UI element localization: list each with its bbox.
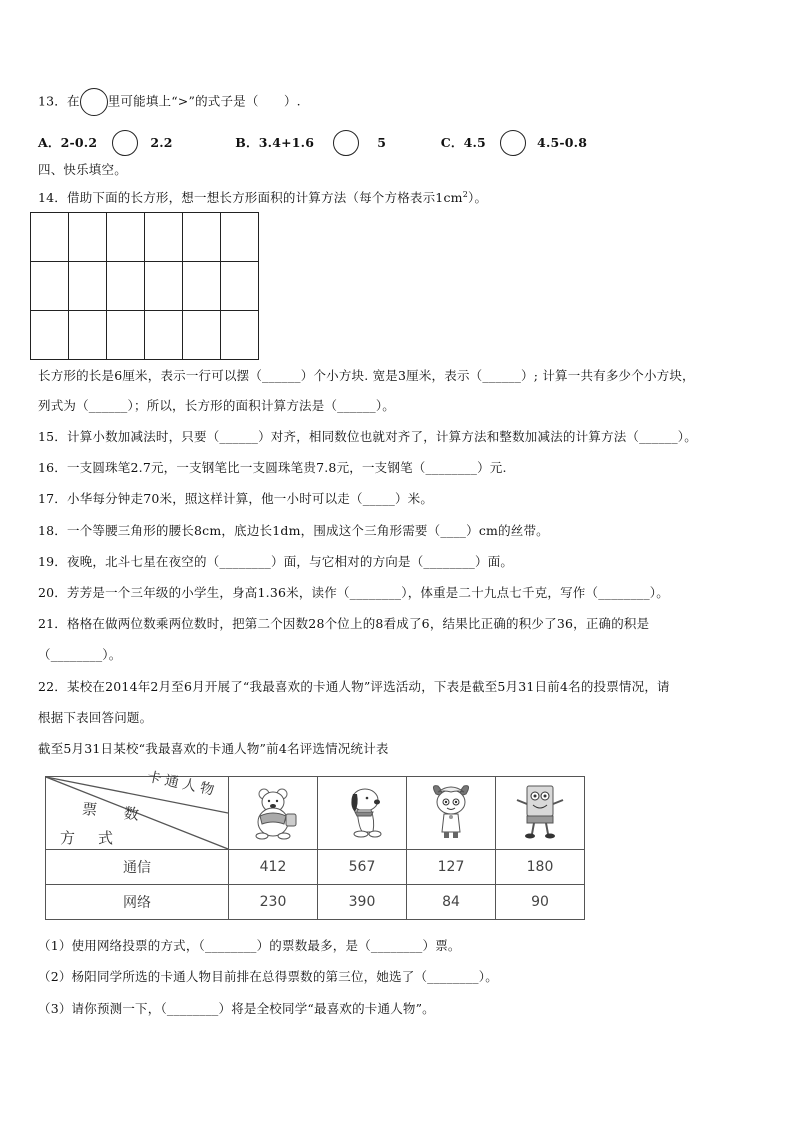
character-lazy-goat-cell <box>407 777 496 850</box>
q22-table-title: 截至5月31日某校“我最喜欢的卡通人物”前4名评选情况统计表 <box>38 741 389 756</box>
q22-line2: 根据下表回答问题。 <box>38 710 153 725</box>
grid-cell <box>221 311 259 360</box>
q14-line1: 长方形的长是6厘米，表示一行可以摆（______）个小方块. 宽是3厘米，表示（______）; 计算一共有多少个小方块， <box>38 368 695 383</box>
q13-blank-circle[interactable] <box>80 88 108 116</box>
q18: 18．一个等腰三角形的腰长8cm，底边长1dm，围成这个三角形需要（____）cm的丝带。 <box>38 523 549 538</box>
table-cell: 412 <box>229 850 318 885</box>
winnie-the-pooh-icon <box>238 780 308 842</box>
table-cell: 230 <box>229 885 318 920</box>
q22-sub1: （1）使用网络投票的方式，（________）的票数最多，是（________）票。 <box>38 938 461 953</box>
q13-stem-pre: 13．在 <box>38 93 80 109</box>
grid-cell <box>107 311 145 360</box>
lazy-goat-icon <box>416 780 486 842</box>
header-method-label: 方 式 <box>60 829 118 847</box>
grid-cell <box>145 311 183 360</box>
q16: 16．一支圆珠笔2.7元，一支钢笔比一支圆珠笔贵7.8元，一支钢笔（________）元. <box>38 460 507 475</box>
q20: 20．芳芳是一个三年级的小学生，身高1.36米，读作（________），体重是二十九点七千克，写作（________）。 <box>38 585 669 600</box>
q17: 17．小华每分钟走70米，照这样计算，他一小时可以走（_____）米。 <box>38 491 434 506</box>
table-cell: 567 <box>318 850 407 885</box>
row-label: 通信 <box>46 850 229 885</box>
grid-cell <box>145 213 183 262</box>
q15: 15．计算小数加减法时，只要（______）对齐，相同数位也就对齐了，计算方法和整数加减法的计算方法（______）。 <box>38 429 697 444</box>
diagonal-header-cell <box>46 768 229 850</box>
q14-stem: 14．借助下面的长方形，想一想长方形面积的计算方法（每个方格表示$1cm^2$）。 <box>38 190 488 206</box>
q21-line2: （________）。 <box>38 647 122 662</box>
q13-option-b[interactable]: B．3.4+1.6 5 <box>235 135 390 150</box>
table-cell: 180 <box>496 850 585 885</box>
grid-cell <box>183 311 221 360</box>
character-snoopy-cell <box>318 777 407 850</box>
q13-option-b-circle[interactable] <box>333 130 359 156</box>
q21-line1: 21．格格在做两位数乘两位数时，把第二个因数28个位上的8看成了6，结果比正确的积少了36，正确的积是 <box>38 616 650 631</box>
q14-line2: 列式为（______）；所以，长方形的面积计算方法是（______）。 <box>38 398 396 413</box>
q22-sub3: （3）请你预测一下，（________）将是全校同学“最喜欢的卡通人物”。 <box>38 1001 435 1016</box>
q22-line1: 22．某校在2014年2月至6月开展了“我最喜欢的卡通人物”评选活动，下表是截至5月31日前4名的投票情况，请 <box>38 679 670 694</box>
grid-cell <box>221 262 259 311</box>
grid-cell <box>31 213 69 262</box>
grid-cell <box>31 262 69 311</box>
grid-cell <box>107 213 145 262</box>
table-row-online <box>46 885 585 920</box>
header-characters-label: 卡通人物 <box>145 768 220 800</box>
q22-sub2: （2）杨阳同学所选的卡通人物目前排在总得票数的第三位，她选了（________）。 <box>38 969 498 984</box>
section-four-heading: 四、快乐填空。 <box>38 162 127 177</box>
grid-cell <box>69 213 107 262</box>
vote-stats-table <box>45 768 585 920</box>
grid-cell <box>69 262 107 311</box>
grid-cell <box>107 262 145 311</box>
q19: 19．夜晚，北斗七星在夜空的（________）面，与它相对的方向是（________）面。 <box>38 554 514 569</box>
spongebob-icon <box>505 780 575 842</box>
q13-options <box>38 130 587 156</box>
q13-option-c[interactable]: C．4.5 4.5-0.8 <box>441 135 587 150</box>
q13-option-a-circle[interactable] <box>112 130 138 156</box>
row-label: 网络 <box>46 885 229 920</box>
rectangle-grid <box>30 212 259 360</box>
header-votes-label: 票 数 <box>81 799 146 825</box>
grid-cell <box>221 213 259 262</box>
character-spongebob-cell <box>496 777 585 850</box>
table-cell: 127 <box>407 850 496 885</box>
grid-cell <box>183 213 221 262</box>
table-cell: 90 <box>496 885 585 920</box>
grid-cell <box>145 262 183 311</box>
table-cell: 84 <box>407 885 496 920</box>
table-row-telecom <box>46 850 585 885</box>
character-pooh-cell <box>229 777 318 850</box>
snoopy-icon <box>327 780 397 842</box>
q13-stem <box>38 88 301 116</box>
q13-option-c-circle[interactable] <box>500 130 526 156</box>
grid-cell <box>69 311 107 360</box>
table-cell: 390 <box>318 885 407 920</box>
q13-stem-post: 里可能填上“>”的式子是（ ）. <box>107 93 301 109</box>
grid-cell <box>183 262 221 311</box>
q13-option-a[interactable]: A．2-0.2 2.2 <box>38 135 177 150</box>
grid-cell <box>31 311 69 360</box>
